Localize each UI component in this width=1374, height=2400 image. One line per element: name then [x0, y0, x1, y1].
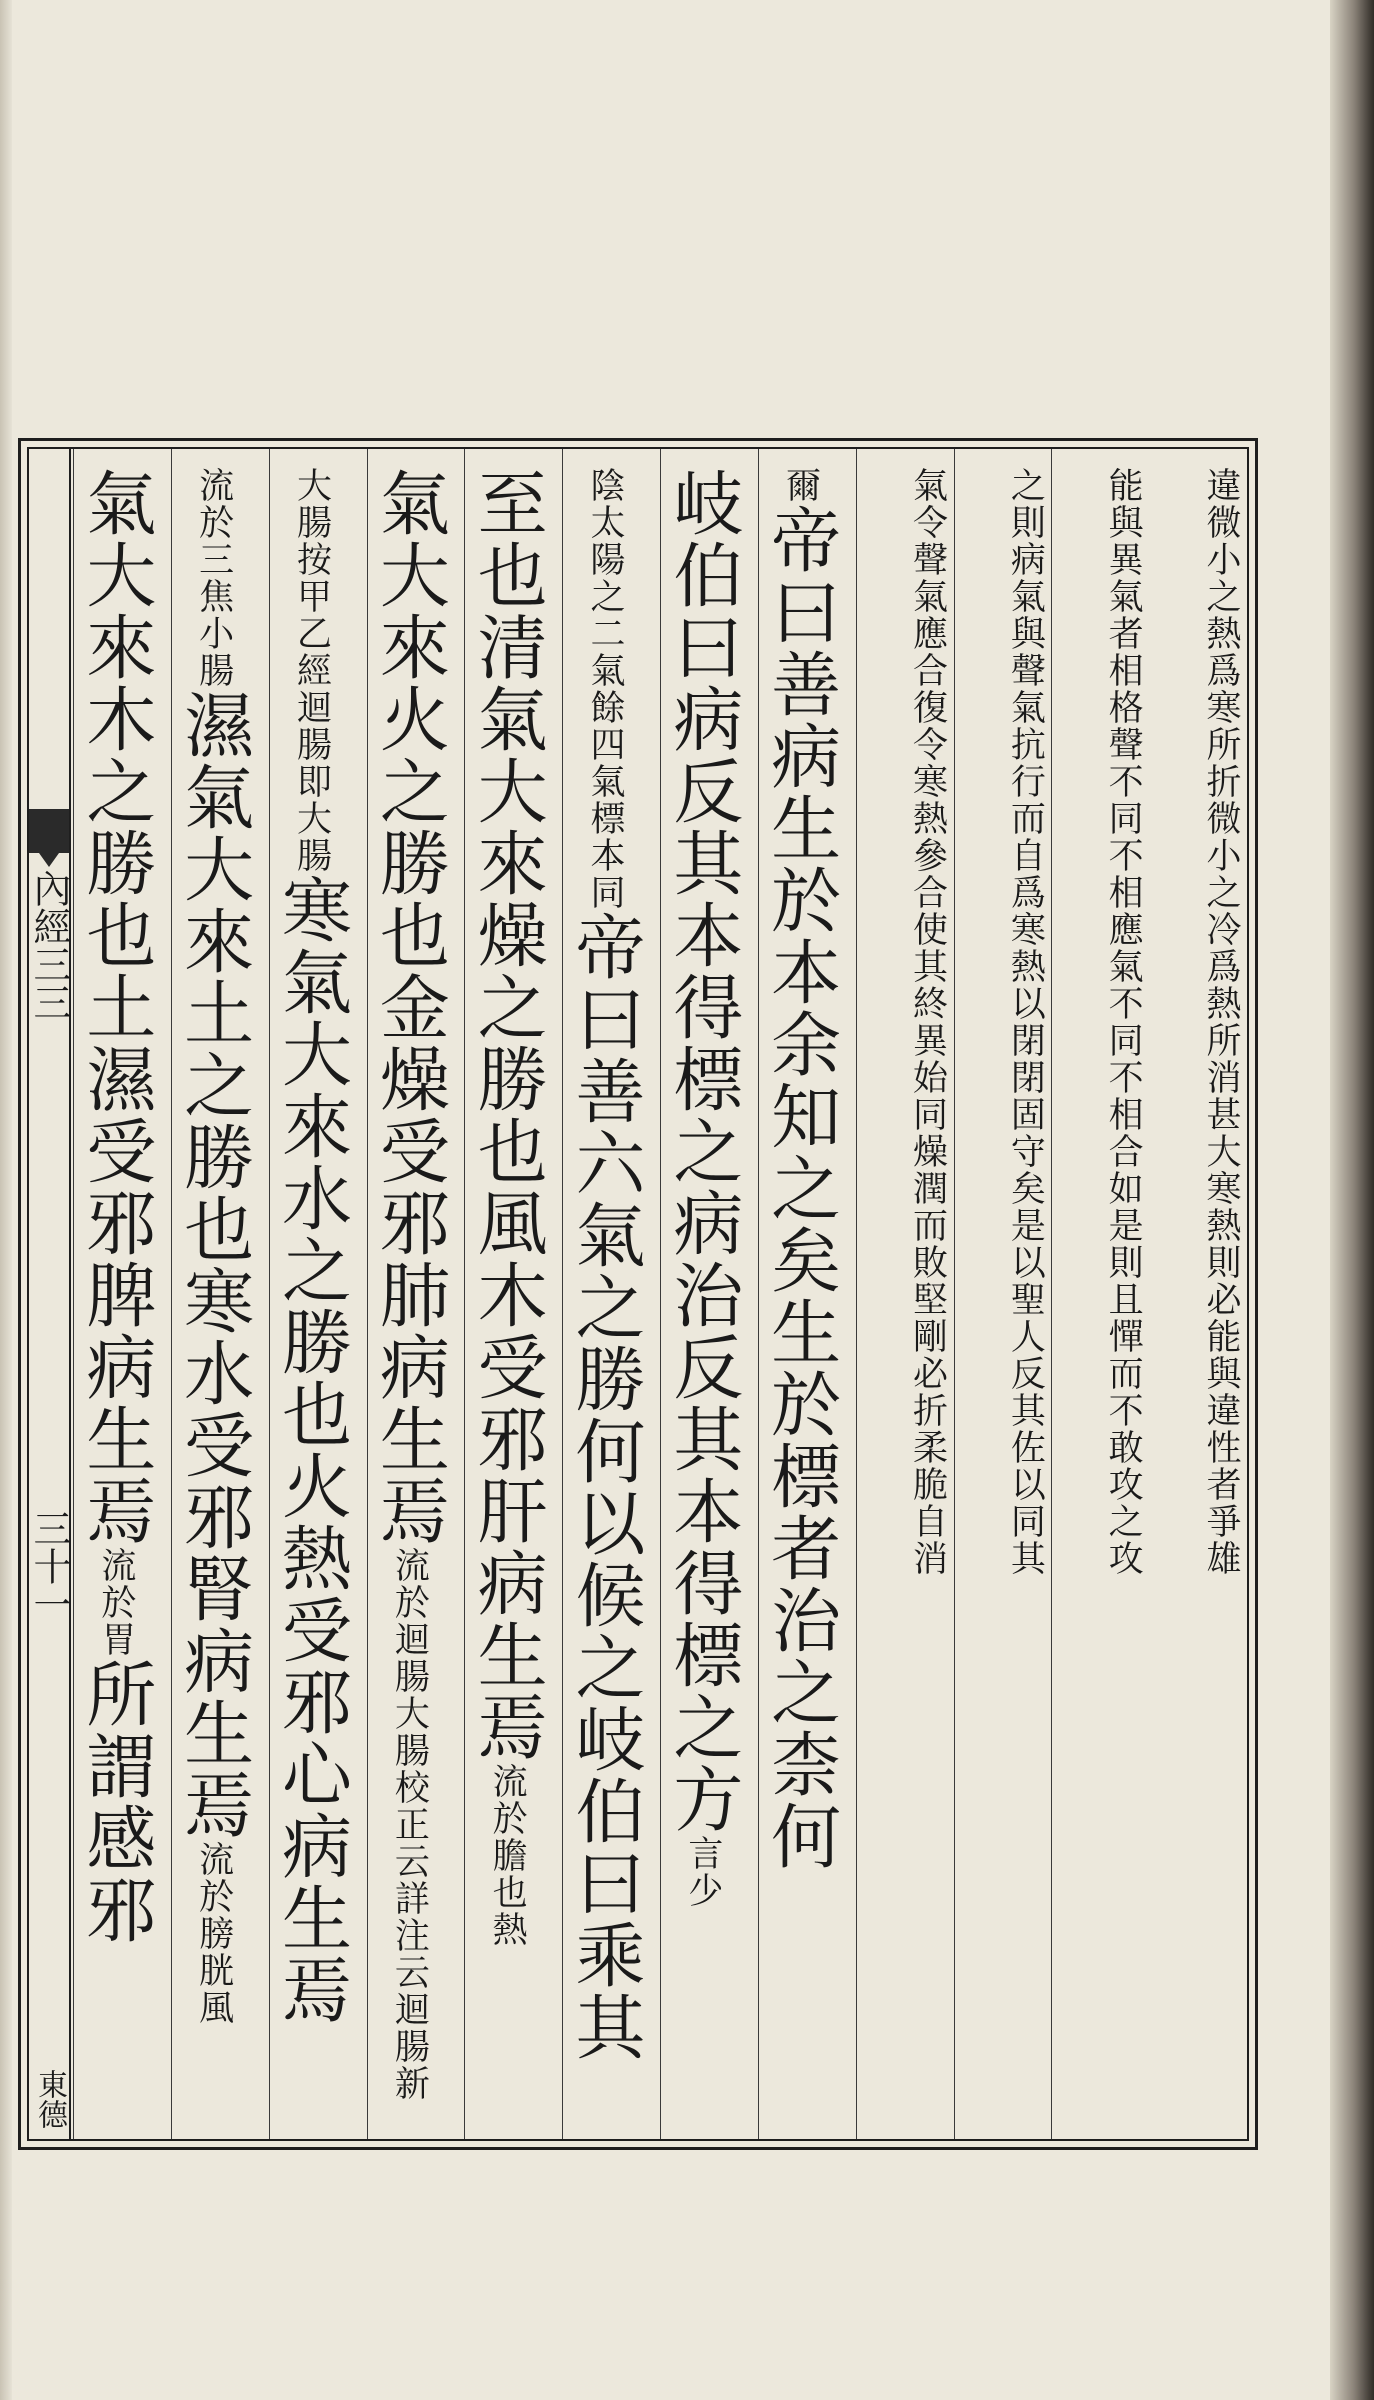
main-text: 岐伯曰病反其本得標之病治反其本得標之方 — [661, 467, 744, 1835]
commentary-tail: 流於胃 — [95, 1547, 136, 1658]
margin-folio-number: 三十一 — [27, 1509, 71, 1623]
commentary-tail: 流於迴腸大腸校正云詳注云迴腸新 — [389, 1547, 430, 2102]
text-column — [856, 449, 954, 2139]
main-text-continued: 所謂感邪 — [74, 1658, 157, 1946]
commentary-text: 之則病氣與聲氣抗行而自爲寒熱以閉閉固守矣是以聖人反其佐以同其 — [1005, 467, 1046, 1577]
main-text: 寒氣大來水之勝也火熱受邪心病生焉 — [270, 874, 353, 2026]
commentary-lead: 流於三焦小腸 — [193, 467, 234, 689]
margin-hall-name: 東德 — [32, 2069, 67, 2129]
center-margin — [29, 449, 71, 2139]
text-column — [171, 449, 269, 2139]
main-text: 至也清氣大來燥之勝也風木受邪肝病生焉 — [466, 467, 549, 1763]
text-column — [269, 449, 367, 2139]
text-column — [367, 449, 465, 2139]
margin-title: 內經三三 — [27, 869, 71, 1021]
commentary-lead: 大腸按甲乙經迴腸即大腸 — [291, 467, 332, 874]
printed-frame — [18, 438, 1258, 2150]
main-text: 氣大來火之勝也金燥受邪肺病生焉 — [368, 467, 451, 1547]
text-column — [660, 449, 758, 2139]
main-text: 濕氣大來土之勝也寒水受邪腎病生焉 — [172, 689, 255, 1841]
commentary-lead: 陰太陽之二氣餘四氣標本同 — [585, 467, 625, 911]
text-column — [562, 449, 660, 2139]
page-edge-shadow — [1330, 0, 1374, 2400]
commentary-tail: 言少 — [682, 1835, 723, 1909]
text-column — [758, 449, 856, 2139]
text-column — [73, 449, 171, 2139]
commentary-text: 違微小之熱爲寒所折微小之冷爲熱所消甚大寒熱則必能與違性者爭雄 — [1201, 467, 1241, 1577]
main-text: 氣大來木之勝也土濕受邪脾病生焉 — [74, 467, 157, 1547]
text-column — [464, 449, 562, 2139]
commentary-text: 氣令聲氣應合復令寒熱參合使其終異始同燥潤而敗堅剛必折柔脆自消 — [907, 467, 948, 1577]
main-text: 帝曰善病生於本余知之矣生於標者治之柰何 — [759, 504, 842, 1872]
page-fold-shadow — [0, 0, 12, 2400]
text-column — [954, 449, 1052, 2139]
text-column — [1051, 449, 1149, 2139]
commentary-tail: 流於膽也熱 — [487, 1763, 528, 1948]
commentary-text: 能與異氣者相格聲不同不相應氣不同不相合如是則且憚而不敢攻之攻 — [1103, 467, 1144, 1577]
commentary-lead: 爾 — [780, 467, 821, 504]
text-columns — [73, 449, 1247, 2139]
commentary-tail: 流於膀胱風 — [193, 1841, 234, 2026]
text-column — [1149, 449, 1247, 2139]
fishtail-mark-icon — [29, 809, 69, 853]
inner-frame — [27, 447, 1249, 2141]
main-text: 帝曰善六氣之勝何以候之岐伯曰乘其 — [564, 911, 646, 2063]
